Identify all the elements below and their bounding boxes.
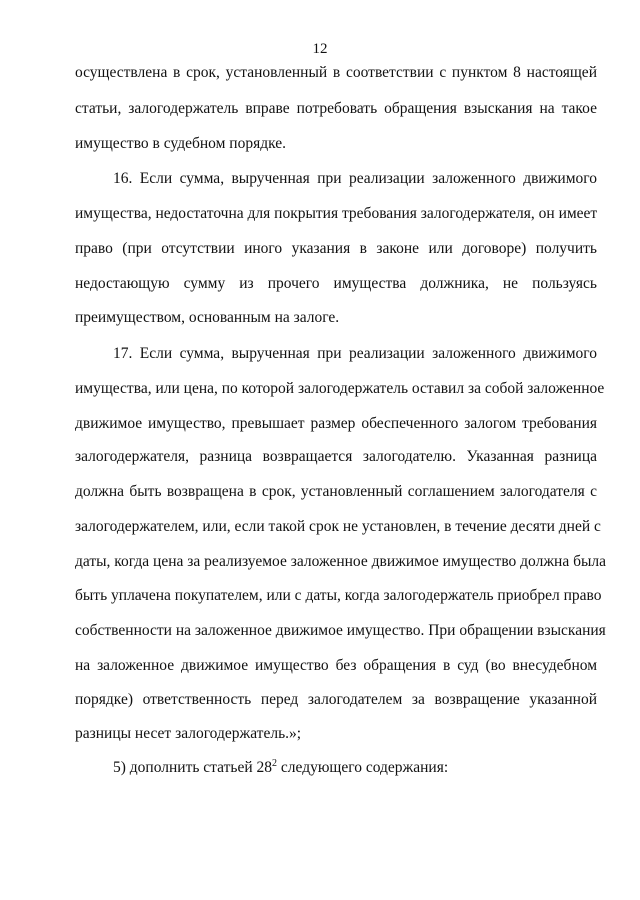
item17-line-11: порядке) ответственность перед залогодателем за возвращение указанной [75,691,597,708]
item17-line-4: залогодержателя, разница возвращается залогодателю. Указанная разница [75,448,597,465]
item17-line-2: имущества, или цена, по которой залогодержатель оставил за собой заложенное [75,380,605,397]
item17-line-5: должна быть возвращена в срок, установленный соглашением залогодателя с [75,483,597,500]
item16-line-5: преимуществом, основанным на залоге. [75,309,340,326]
item16-line-4: недостающую сумму из прочего имущества должника, не пользуясь [75,275,597,292]
fragment-line-3: имущество в судебном порядке. [75,135,286,152]
item5-superscript: 2 [272,758,278,769]
item17-line-9: собственности на заложенное движимое имущество. При обращении взыскания [75,622,606,639]
fragment-line-2: статьи, залогодержатель вправе потребовать обращения взыскания на такое [75,100,597,117]
item17-line-6: залогодержателем, или, если такой срок не установлен, в течение десяти дней с [75,518,601,535]
page-number: 12 [312,41,328,57]
fragment-line-1: осуществлена в срок, установленный в соответствии с пунктом 8 настоящей [75,64,597,81]
item17-line-7: даты, когда цена за реализуемое заложенное движимое имущество должна была [75,553,607,570]
item16-line-2: имущества, недостаточна для покрытия требования залогодержателя, он имеет [75,205,598,222]
item17-line-12: разницы несет залогодержатель.»; [75,725,302,742]
item16-line-1: 16. Если сумма, вырученная при реализации заложенного движимого [113,170,597,187]
item5-text-after: следующего содержания: [277,759,449,776]
item17-line-3: движимое имущество, превышает размер обеспеченного залогом требования [75,415,597,432]
item17-line-8: быть уплачена покупателем, или с даты, когда залогодержатель приобрел право [75,587,602,604]
item5-line [113,758,448,778]
item17-line-10: на заложенное движимое имущество без обращения в суд (во внесудебном [75,657,597,674]
item5-text-before: 5) дополнить статьей 28 [113,759,273,776]
item16-line-3: право (при отсутствии иного указания в законе или договоре) получить [75,240,597,257]
item17-line-1: 17. Если сумма, вырученная при реализации заложенного движимого [113,345,597,362]
